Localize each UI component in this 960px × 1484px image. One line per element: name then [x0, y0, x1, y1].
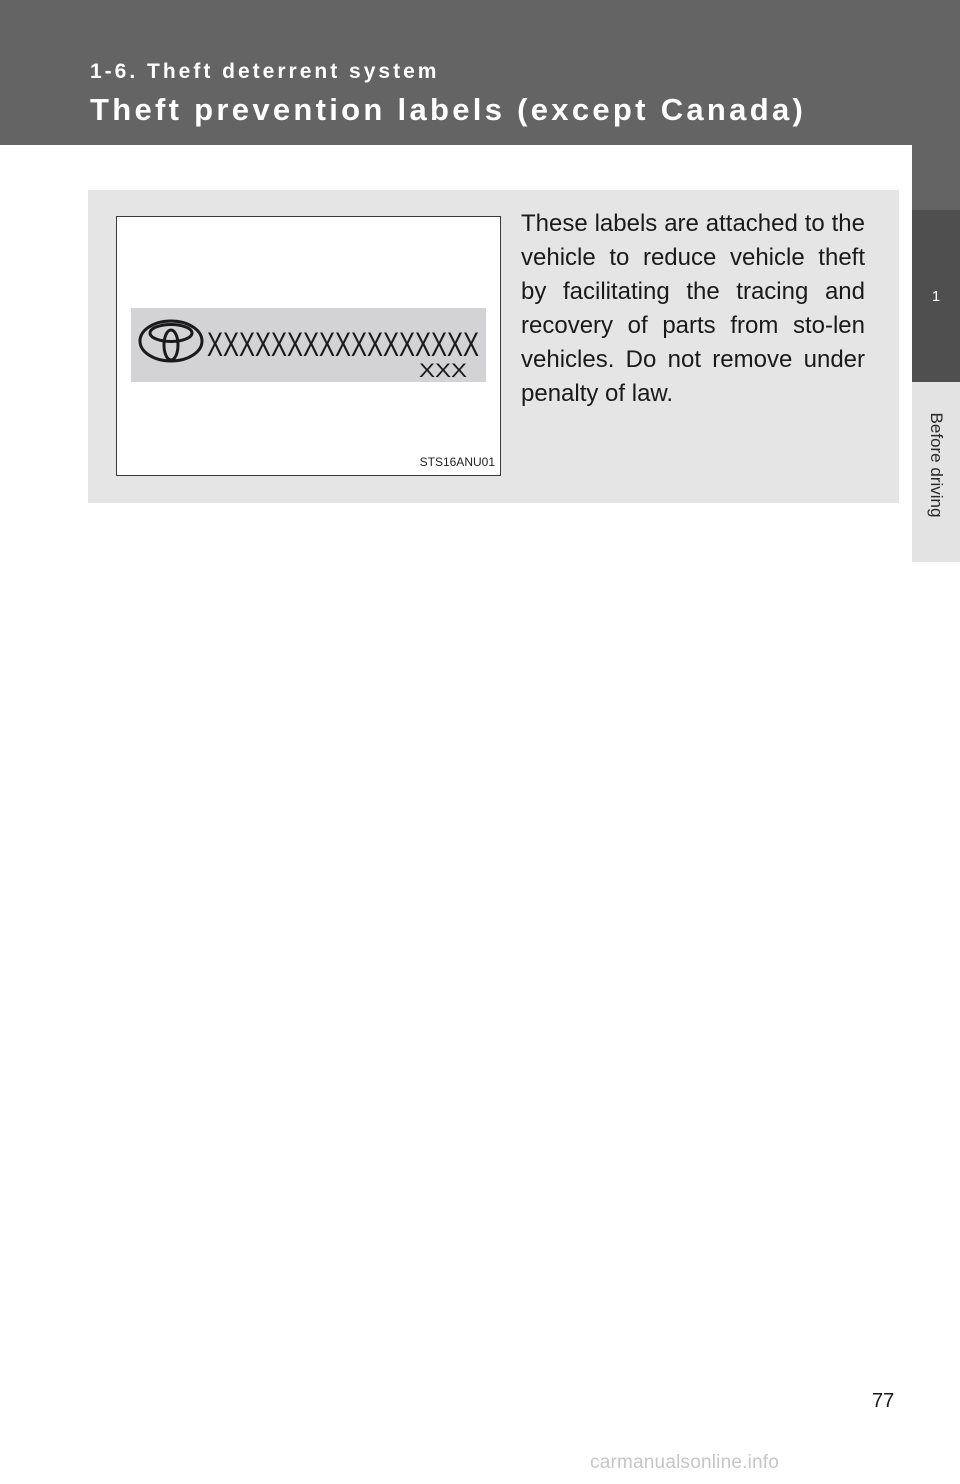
chapter-number: 1: [912, 210, 960, 382]
page-number: 77: [872, 1390, 895, 1412]
theft-label-plate: [131, 308, 486, 382]
label-code-main: XXXXXXXXXXXXXXXXX: [207, 326, 479, 364]
page-title: Theft prevention labels (except Canada): [90, 92, 807, 127]
label-code-sub: XXX: [419, 361, 468, 382]
page-header: [0, 0, 960, 145]
watermark: carmanualsonline.info: [590, 1452, 780, 1473]
theft-label-graphic: [131, 308, 486, 382]
content-box: [88, 190, 899, 503]
chapter-label: Before driving: [927, 412, 946, 518]
chapter-side-tab: [912, 0, 960, 1484]
toyota-emblem-icon: [140, 321, 202, 361]
tab-top-band: [912, 0, 960, 210]
label-illustration: [116, 216, 501, 476]
figure-id: STS16ANU01: [419, 455, 495, 469]
description-text: These labels are attached to the vehicle to reduce vehicle theft by facilitating the tracing and recovery of parts from sto-len vehicles. Do not remove under penalty of law.: [521, 210, 865, 407]
section-label: 1-6. Theft deterrent system: [90, 60, 440, 83]
